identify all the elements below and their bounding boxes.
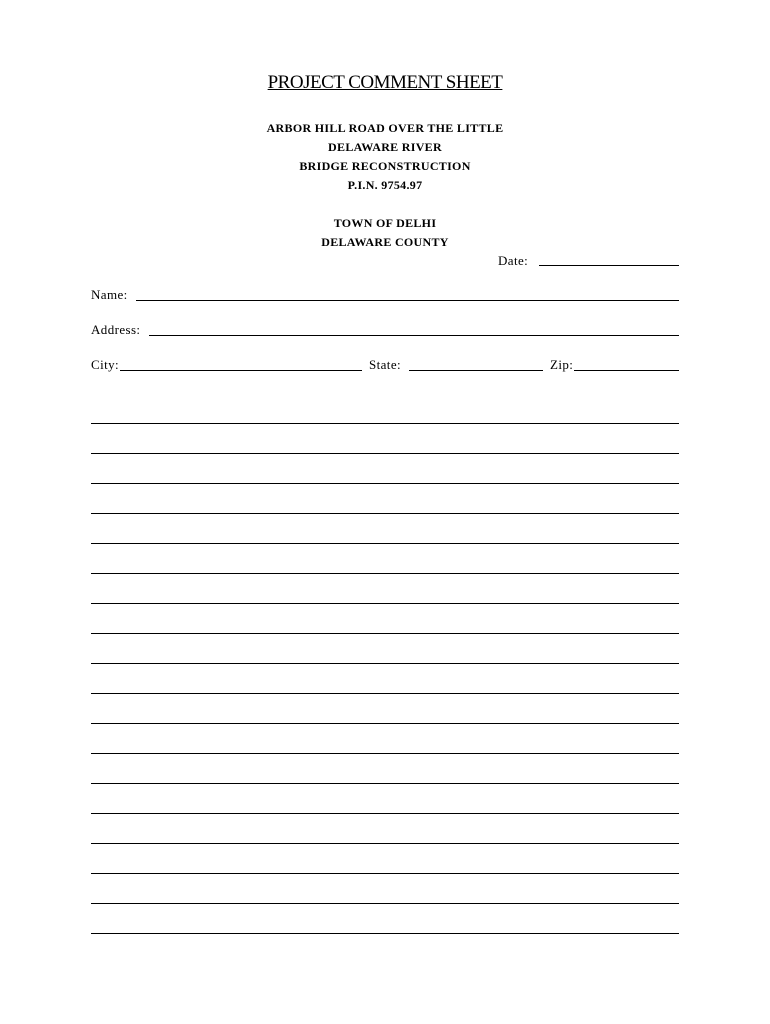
comment-line[interactable] (91, 707, 679, 724)
date-field[interactable] (539, 252, 679, 266)
city-field[interactable] (120, 357, 362, 371)
name-label: Name: (91, 287, 128, 302)
address-field[interactable] (149, 322, 679, 336)
zip-field[interactable] (574, 357, 679, 371)
comment-line[interactable] (91, 737, 679, 754)
comment-line[interactable] (91, 617, 679, 634)
comment-line[interactable] (91, 917, 679, 934)
comment-line[interactable] (91, 767, 679, 784)
comment-line[interactable] (91, 647, 679, 664)
comment-line[interactable] (91, 797, 679, 814)
project-name-line-2: DELAWARE RIVER (328, 140, 442, 154)
project-pin: P.I.N. 9754.97 (347, 178, 423, 192)
zip-label: Zip: (550, 357, 574, 372)
comment-line[interactable] (91, 407, 679, 424)
state-label: State: (369, 357, 402, 372)
project-name-line-1: ARBOR HILL ROAD OVER THE LITTLE (266, 121, 504, 135)
date-label: Date: (498, 253, 529, 268)
comment-line[interactable] (91, 557, 679, 574)
town-name: TOWN OF DELHI (333, 216, 437, 230)
comment-line[interactable] (91, 827, 679, 844)
comment-line[interactable] (91, 587, 679, 604)
address-label: Address: (91, 322, 141, 337)
form-title: PROJECT COMMENT SHEET (267, 72, 503, 93)
comment-line[interactable] (91, 527, 679, 544)
comment-line[interactable] (91, 857, 679, 874)
comment-line[interactable] (91, 467, 679, 484)
project-name-line-3: BRIDGE RECONSTRUCTION (299, 159, 471, 173)
name-field[interactable] (136, 287, 679, 301)
comment-line[interactable] (91, 437, 679, 454)
comment-line[interactable] (91, 497, 679, 514)
comment-line[interactable] (91, 677, 679, 694)
comments-area (91, 400, 679, 940)
county-name: DELAWARE COUNTY (321, 235, 449, 249)
state-field[interactable] (409, 357, 543, 371)
comment-line[interactable] (91, 887, 679, 904)
city-label: City: (91, 357, 120, 372)
